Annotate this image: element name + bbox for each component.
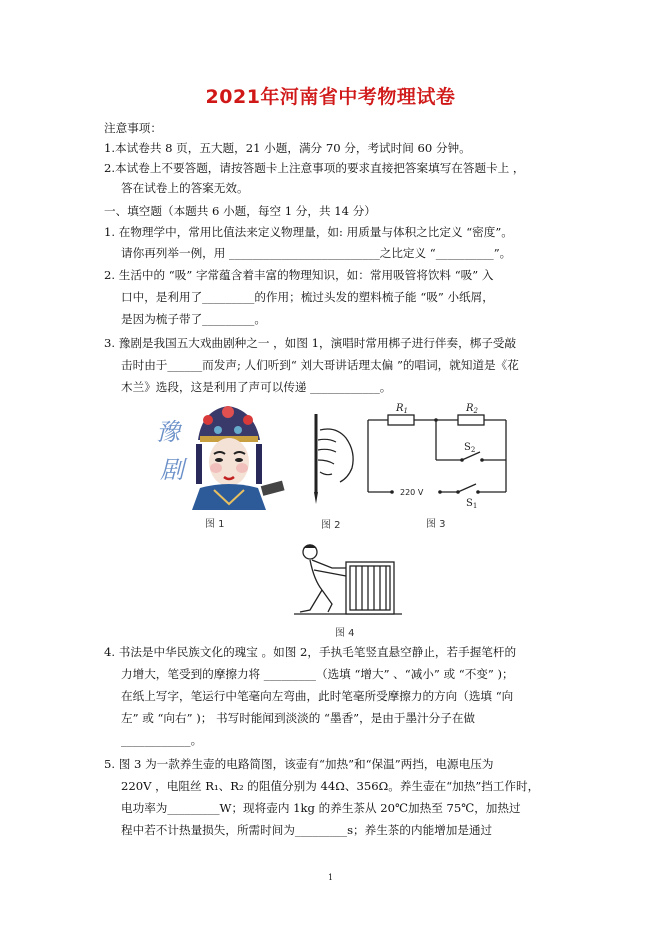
question-3-line-1: 3. 豫剧是我国五大戏曲剧种之一 ，如图 1，演唱时常用梆子进行伴奏，梆子受敲	[104, 336, 517, 350]
svg-text:S1: $S_1$	[466, 498, 478, 510]
question-4-line-1: 4. 书法是中华民族文化的瑰宝 。如图 2，手执毛笔竖直悬空静止，若手握笔杆的	[104, 645, 517, 659]
fig1-char-2: 剧	[160, 456, 184, 484]
figure-2	[302, 412, 362, 504]
notice-item-2: 2.本试卷上不要答题，请按答题卡上注意事项的要求直接把答案填写在答题卡上 ，	[104, 161, 525, 175]
figure-4	[292, 540, 404, 618]
question-4-line-4: 左” 或 “向右” )； 书写时能闻到淡淡的 “墨香”，是由于墨汁分子在做	[121, 711, 476, 725]
question-2-line-3: 是因为梳子带了_________。	[121, 312, 266, 326]
pushing-box-illustration	[292, 540, 404, 618]
notice-item-2-cont: 答在试卷上的答案无效。	[121, 181, 249, 195]
opera-mask-illustration	[150, 400, 290, 510]
question-4-line-2: 力增大，笔受到的摩擦力将 _________（选填 “增大” 、“减小” 或 “不变” )；	[121, 667, 514, 681]
figure-1-caption: 图 1	[205, 519, 225, 530]
fig1-char-1: 豫	[156, 418, 180, 446]
figure-3	[362, 400, 512, 512]
question-5-line-2: 220V ，电阻丝 R₁、R₂ 的阻值分别为 44Ω、356Ω。养生壶在“加热”挡工作时，	[121, 779, 540, 793]
notice-item-1: 1.本试卷共 8 页，五大题，21 小题，满分 70 分，考试时间 60 分钟。	[104, 141, 471, 155]
question-2-line-2: 口中，是利用了_________的作用；梳过头发的塑料梳子能 “吸” 小纸屑，	[121, 290, 494, 304]
figure-1	[150, 400, 290, 510]
question-1-line-1: 1. 在物理学中，常用比值法来定义物理量，如: 用质量与体积之比定义 “密度”。	[104, 225, 513, 239]
voltage-label: 220 V	[400, 488, 424, 497]
figure-2-caption: 图 2	[321, 520, 341, 531]
question-4-line-3: 在纸上写字，笔运行中笔毫向左弯曲，此时笔毫所受摩擦力的方向（选填 “向	[121, 689, 514, 703]
switch-s1	[458, 484, 476, 492]
question-5-line-1: 5. 图 3 为一款养生壶的电路简图，该壶有“加热”和“保温”两挡，电源电压为	[104, 757, 494, 771]
svg-text:R2: $R_2$	[466, 403, 478, 415]
figure-4-caption: 图 4	[335, 628, 355, 639]
question-3-line-2: 击时由于______而发声; 人们听到“ 刘大哥讲话理太偏 ”的唱词，就知道是《花	[121, 358, 519, 372]
brush-hand-illustration	[302, 412, 362, 504]
section-heading: 一、填空题（本题共 6 小题，每空 1 分，共 14 分）	[104, 204, 376, 218]
svg-text:R1: $R_1$	[396, 403, 408, 415]
svg-text:S2: $S_2$	[464, 442, 476, 454]
question-1-line-2: 请你再列举一例，用 __________________________之比定义 “__________”。	[121, 246, 512, 260]
question-4-line-5: ____________。	[121, 733, 203, 747]
notice-heading: 注意事项：	[104, 121, 162, 135]
circuit-diagram	[362, 400, 512, 512]
resistor-r1	[388, 415, 414, 425]
page-title: 2021年河南省中考物理试卷	[205, 86, 456, 108]
page-number: 1	[327, 873, 334, 882]
question-5-line-4: 程中若不计热量损失，所需时间为_________s；养生茶的内能增加是通过	[121, 823, 493, 837]
question-3-line-3: 木兰》选段，这是利用了声可以传递 ____________。	[121, 380, 392, 394]
question-2-line-1: 2. 生活中的 “吸” 字常蕴含着丰富的物理知识，如：常用吸管将饮料 “吸” 入	[104, 268, 494, 282]
question-5-line-3: 电功率为_________W；现将壶内 1kg 的养生茶从 20℃加热至 75℃，加热过	[121, 801, 521, 815]
figure-3-caption: 图 3	[426, 519, 446, 530]
resistor-r2	[458, 415, 484, 425]
